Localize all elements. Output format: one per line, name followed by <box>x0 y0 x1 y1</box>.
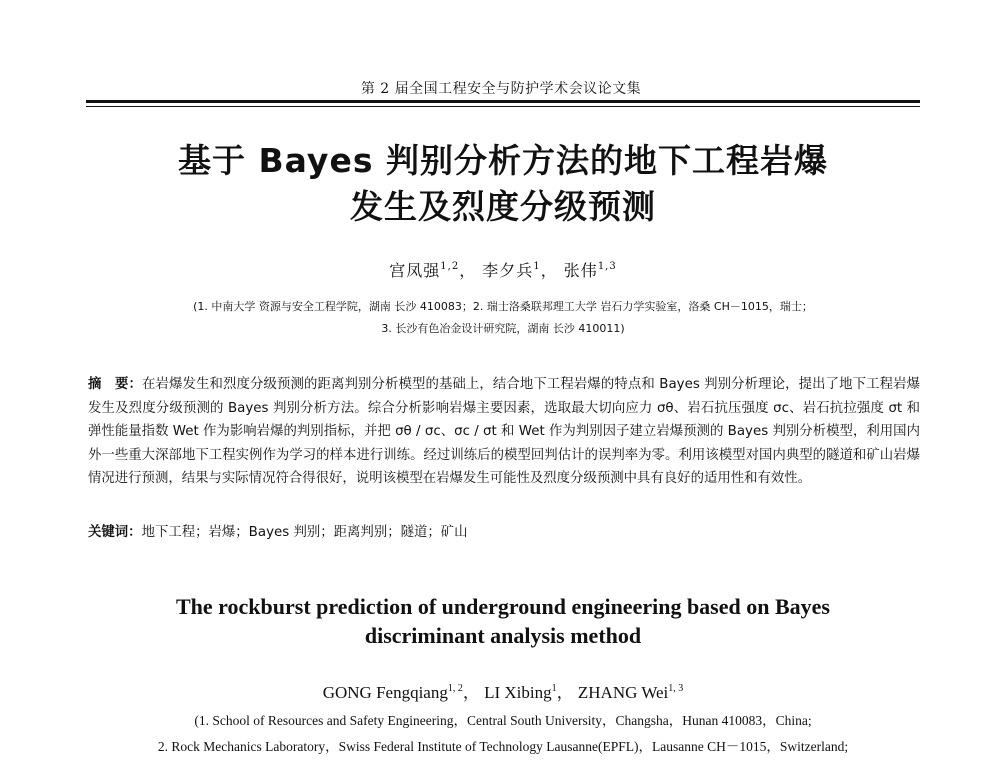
title-chinese-line-1: 基于 Bayes 判别分析方法的地下工程岩爆 <box>178 141 828 180</box>
header-rule-thick <box>86 100 920 103</box>
author-en: ZHANG Wei$^{1, 3}$ <box>577 683 684 702</box>
keywords-text: 地下工程；岩爆；Bayes 判别；距离判别；隧道；矿山 <box>141 525 468 540</box>
authors-chinese <box>86 258 920 281</box>
affiliations-chinese <box>86 296 920 340</box>
title-chinese <box>86 138 920 230</box>
affiliation-cn-line-2: 3. 长沙有色冶金设计研究院，湖南 长沙 410011) <box>381 322 625 335</box>
abstract-chinese <box>88 373 920 491</box>
header-rule-thin <box>86 106 920 107</box>
author-cn: 宫凤强$^{1,2}$， <box>389 261 477 280</box>
title-english-line-2: discriminant analysis method <box>364 623 642 648</box>
affiliation-en-line-1: (1. School of Resources and Safety Engineering，Central South University，Changsha，Hunan 410083，China; <box>194 713 812 728</box>
author-cn: 李夕兵$^1$， <box>482 261 558 280</box>
affiliation-en-line-2: 2. Rock Mechanics Laboratory，Swiss Federal Institute of Technology Lausanne(EPFL)，Lausanne CH－1015，Switzerland; <box>157 739 849 754</box>
title-english <box>86 592 920 650</box>
keywords-chinese <box>88 521 920 540</box>
keywords-label: 关键词： <box>88 525 142 540</box>
authors-english <box>86 678 920 703</box>
title-english-line-1: The rockburst prediction of underground engineering based on Bayes <box>176 594 830 619</box>
title-chinese-line-2: 发生及烈度分级预测 <box>350 187 656 226</box>
affiliations-english <box>86 708 920 760</box>
affiliation-cn-line-1: (1. 中南大学 资源与安全工程学院，湖南 长沙 410083；2. 瑞士洛桑联邦理工大学 岩石力学实验室，洛桑 CH－1015，瑞士； <box>193 300 813 313</box>
running-head: 第 2 届全国工程安全与防护学术会议论文集 <box>360 81 642 97</box>
abstract-label: 摘 要： <box>88 377 142 392</box>
author-en: GONG Fengqiang$^{1, 2}$， <box>322 683 480 702</box>
author-en: LI Xibing$^1$， <box>484 683 574 702</box>
abstract-text: 在岩爆发生和烈度分级预测的距离判别分析模型的基础上，结合地下工程岩爆的特点和 Bayes 判别分析理论，提出了地下工程岩爆发生及烈度分级预测的 Bayes 判别分析方法。综合分析影响岩爆主要因素，选取最大切向应力 σθ、岩石抗压强度 σc、岩石抗拉强度 σt 和弹性能量指数 Wet 作为影响岩爆的判别指标，并把 σθ / σc、σc / σt 和 Wet 作为判别因子建立岩爆预测的 Bayes 判别分析模型，利用国内外一些重大深部地下工程实例作为学习的样本进行训练。经过训练后的模型回判估计的误判率为零。利用该模型对国内典型的隧道和矿山岩爆情况进行预测，结果与实际情况符合得很好，说明该模型在岩爆发生可能性及烈度分级预测中具有良好的适用性和有效性。 <box>88 377 921 486</box>
author-cn: 张伟$^{1,3}$ <box>563 261 617 280</box>
